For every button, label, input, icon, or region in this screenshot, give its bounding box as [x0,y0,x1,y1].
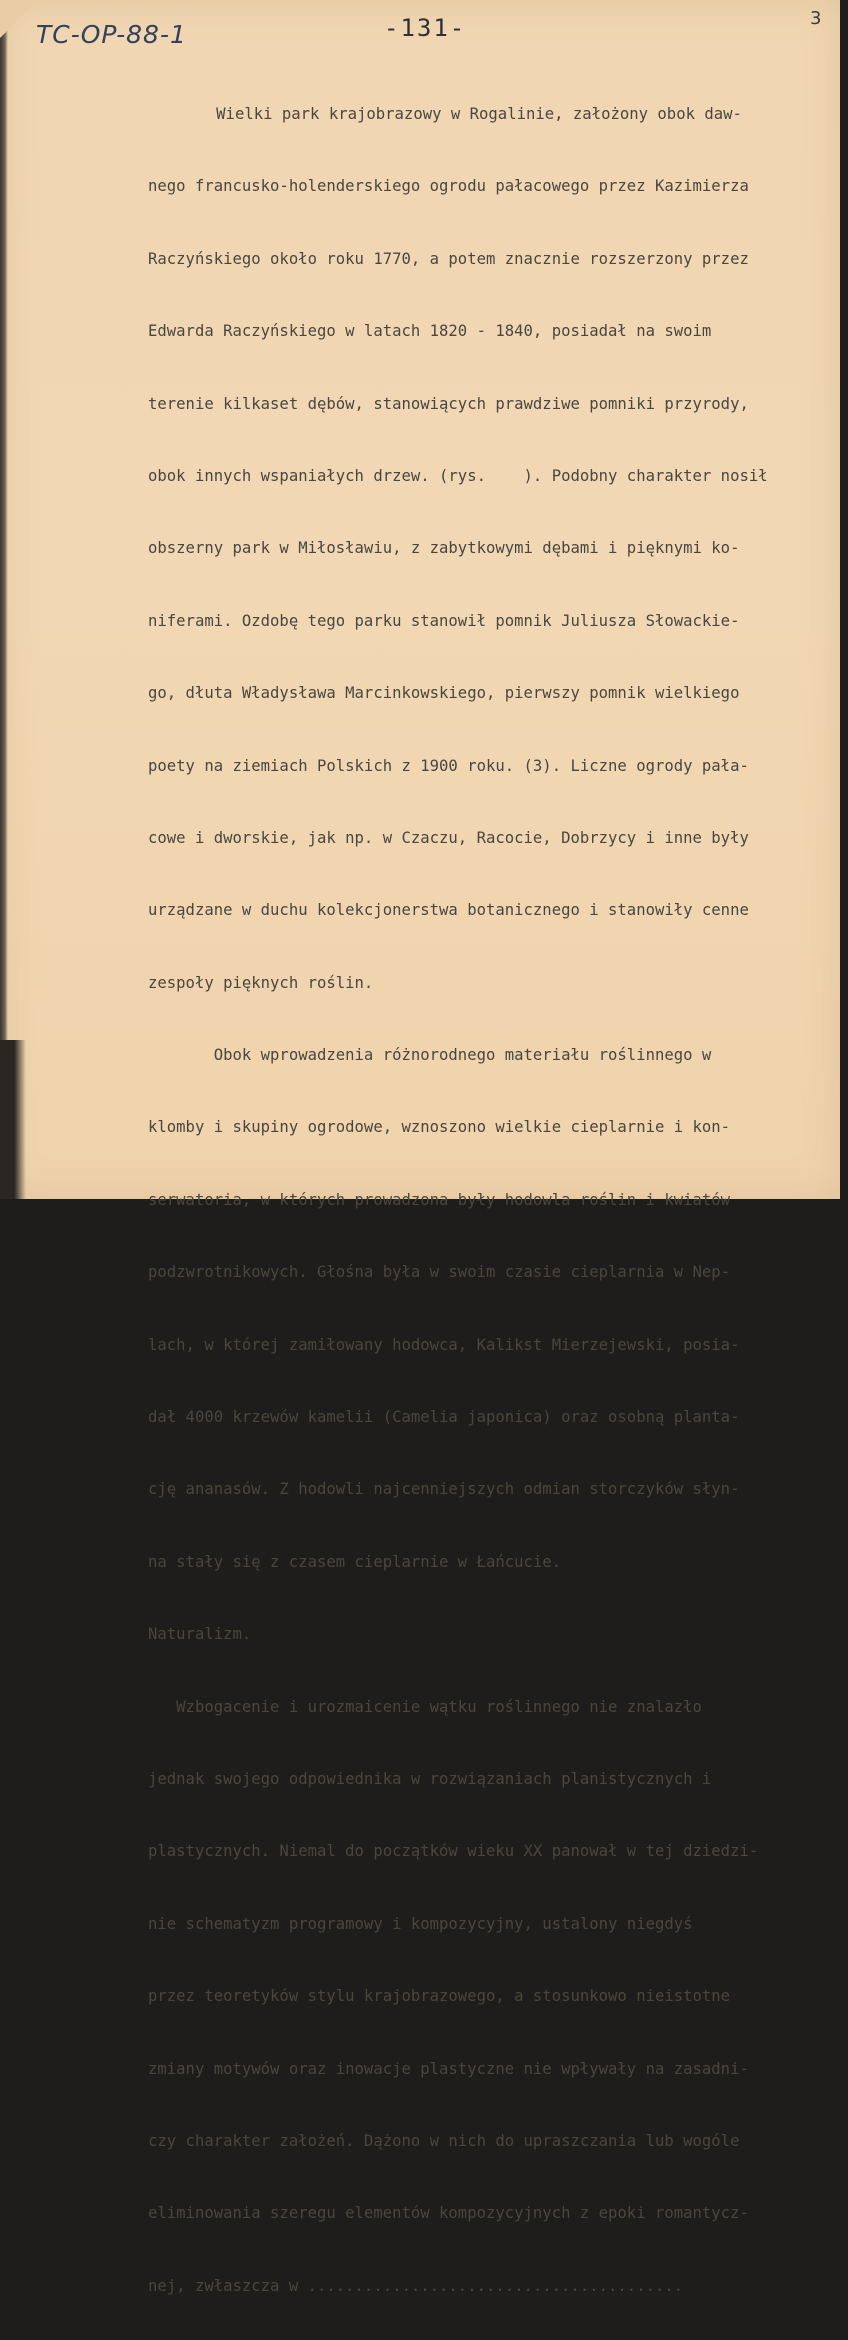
body-line: lach, w której zamiłowany hodowca, Kalikst Mierzejewski, posia- [148,1335,740,1354]
body-line: nego francusko-holenderskiego ogrodu pałacowego przez Kazimierza [148,177,749,196]
body-line: Edwarda Raczyńskiego w latach 1820 - 1840, posiadał na swoim [148,322,712,341]
body-line: terenie kilkaset dębów, stanowiących prawdziwe pomniki przyrody, [148,394,749,413]
corner-fold [0,0,38,38]
page-bottom-left-shadow [0,1040,26,1199]
body-line: klomby i skupiny ogrodowe, wznoszono wielkie cieplarnie i kon- [148,1118,731,1137]
body-line: czy charakter założeń. Dążono w nich do upraszczania lub wogóle [148,2131,740,2150]
corner-number: 3 [810,8,823,29]
body-line: dał 4000 krzewów kamelii (Camelia japonica) oraz osobną planta- [148,1408,740,1427]
body-line: obok innych wspaniałych drzew. (rys. ). Podobny charakter nosił [148,466,768,485]
body-line: cowe i dworskie, jak np. w Czaczu, Racocie, Dobrzycy i inne były [148,828,749,847]
body-line: zespoły pięknych roślin. [148,973,374,992]
body-line: poety na ziemiach Polskich z 1900 roku. (3). Liczne ogrody pała- [148,756,749,775]
section-heading: Naturalizm. [148,1625,252,1644]
body-line: podzwrotnikowych. Głośna była w swoim czasie cieplarnia w Nep- [148,1263,731,1282]
handwritten-reference: TC-OP-88-1 [36,20,187,49]
body-line: Wzbogacenie i urozmaicenie wątku roślinnego nie znalazło [148,1697,702,1716]
body-line: cję ananasów. Z hodowli najcenniejszych odmian storczyków słyn- [148,1480,740,1499]
page-number: -131- [384,14,467,42]
body-line: jednak swojego odpowiednika w rozwiązaniach planistycznych i [148,1769,712,1788]
body-line: urządzane w duchu kolekcjonerstwa botanicznego i stanowiły cenne [148,901,749,920]
body-line: nej, zwłaszcza w ........................................ [148,2276,684,2295]
page-left-edge [0,0,8,1199]
body-line: zmiany motywów oraz inowacje plastyczne nie wpływały na zasadni- [148,2059,749,2078]
body-line: nie schematyzm programowy i kompozycyjny, ustalony niegdyś [148,1914,693,1933]
body-line: niferami. Ozdobę tego parku stanowił pomnik Juliusza Słowackie- [148,611,740,630]
body-line: Raczyńskiego około roku 1770, a potem znacznie rozszerzony przez [148,249,749,268]
body-line: przez teoretyków stylu krajobrazowego, a stosunkowo nieistotne [148,1987,731,2006]
body-line: go, dłuta Władysława Marcinkowskiego, pierwszy pomnik wielkiego [148,684,740,703]
body-line: plastycznych. Niemal do początków wieku XX panował w tej dziedzi- [148,1842,759,1861]
body-line: obszerny park w Miłosławiu, z zabytkowymi dębami i pięknymi ko- [148,539,740,558]
typed-body-text [148,60,838,2340]
body-line: Obok wprowadzenia różnorodnego materiału roślinnego w [148,1046,712,1065]
body-line: eliminowania szeregu elementów kompozycyjnych z epoki romantycz- [148,2204,749,2223]
body-line: Wielki park krajobrazowy w Rogalinie, założony obok daw- [188,105,742,123]
body-line: serwatoria, w których prowadzona były hodowla roślin i kwiatów [148,1190,731,1209]
body-line: na stały się z czasem cieplarnie w Łańcucie. [148,1552,562,1571]
